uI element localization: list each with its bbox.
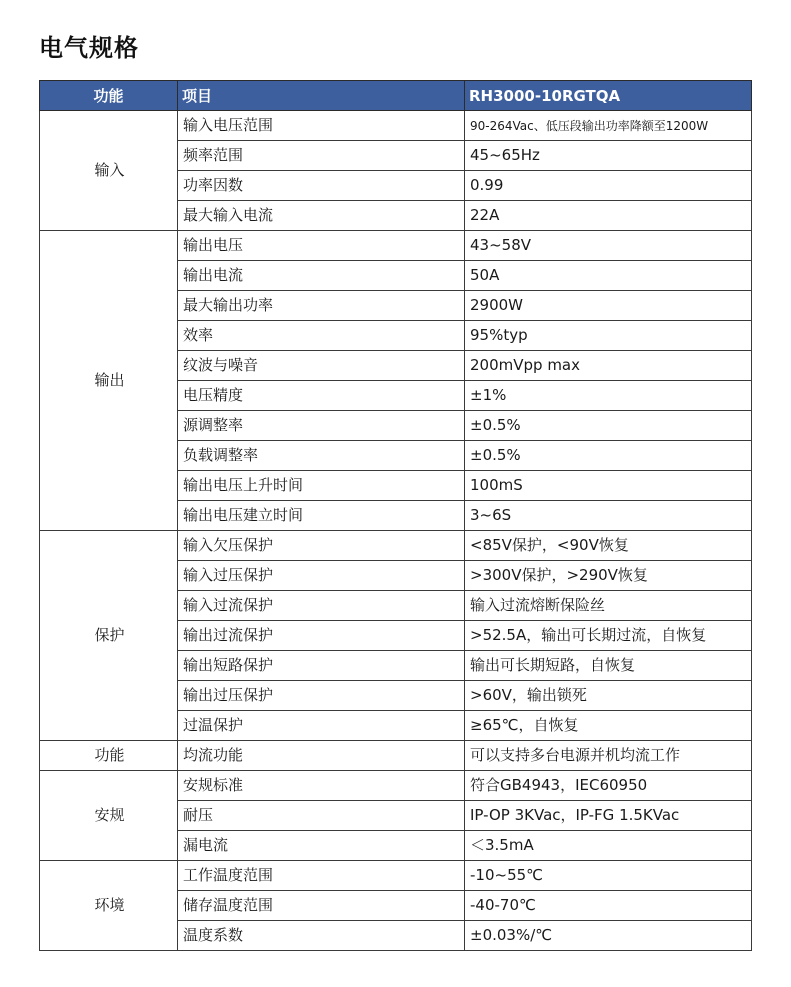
item-cell: 储存温度范围 <box>178 891 465 921</box>
value-cell: 0.99 <box>465 171 752 201</box>
item-cell: 效率 <box>178 321 465 351</box>
item-cell: 输入过压保护 <box>178 561 465 591</box>
header-model: RH3000-10RGTQA <box>465 81 752 111</box>
item-cell: 频率范围 <box>178 141 465 171</box>
table-row <box>40 771 752 801</box>
item-cell: 输入电压范围 <box>178 111 465 141</box>
item-cell: 纹波与噪音 <box>178 351 465 381</box>
value-cell: >60V，输出锁死 <box>465 681 752 711</box>
page-title: 电气规格 <box>39 34 139 62</box>
item-cell: 耐压 <box>178 801 465 831</box>
value-cell: 2900W <box>465 291 752 321</box>
item-cell: 漏电流 <box>178 831 465 861</box>
item-cell: 输出电压 <box>178 231 465 261</box>
item-cell: 最大输出功率 <box>178 291 465 321</box>
table-row <box>40 741 752 771</box>
group-input: 输入 <box>40 111 178 231</box>
value-cell: 可以支持多台电源并机均流工作 <box>465 741 752 771</box>
table-row <box>40 861 752 891</box>
value-cell: 符合GB4943，IEC60950 <box>465 771 752 801</box>
value-cell: 45~65Hz <box>465 141 752 171</box>
value-cell: IP-OP 3KVac，IP-FG 1.5KVac <box>465 801 752 831</box>
value-cell: 输入过流熔断保险丝 <box>465 591 752 621</box>
value-cell: ±1% <box>465 381 752 411</box>
item-cell: 工作温度范围 <box>178 861 465 891</box>
item-cell: 功率因数 <box>178 171 465 201</box>
item-cell: 过温保护 <box>178 711 465 741</box>
value-cell: >52.5A，输出可长期过流，自恢复 <box>465 621 752 651</box>
value-cell: -40-70℃ <box>465 891 752 921</box>
spec-body <box>40 111 752 951</box>
value-cell: 输出可长期短路，自恢复 <box>465 651 752 681</box>
group-protection: 保护 <box>40 531 178 741</box>
value-cell: ≥65℃，自恢复 <box>465 711 752 741</box>
item-cell: 输出电流 <box>178 261 465 291</box>
value-cell: -10~55℃ <box>465 861 752 891</box>
value-cell: ＜3.5mA <box>465 831 752 861</box>
item-cell: 负载调整率 <box>178 441 465 471</box>
item-cell: 最大输入电流 <box>178 201 465 231</box>
header-row <box>40 81 752 111</box>
item-cell: 源调整率 <box>178 411 465 441</box>
value-cell: 100mS <box>465 471 752 501</box>
value-cell: 200mVpp max <box>465 351 752 381</box>
group-output: 输出 <box>40 231 178 531</box>
item-cell: 输出电压上升时间 <box>178 471 465 501</box>
group-safety: 安规 <box>40 771 178 861</box>
header-item: 项目 <box>178 81 465 111</box>
value-cell: 3~6S <box>465 501 752 531</box>
value-cell: 43~58V <box>465 231 752 261</box>
value-cell: 50A <box>465 261 752 291</box>
table-row <box>40 111 752 141</box>
value-cell: 95%typ <box>465 321 752 351</box>
item-cell: 输出过流保护 <box>178 621 465 651</box>
item-cell: 电压精度 <box>178 381 465 411</box>
item-cell: 输入过流保护 <box>178 591 465 621</box>
table-row <box>40 531 752 561</box>
item-cell: 输出短路保护 <box>178 651 465 681</box>
value-cell: >300V保护，>290V恢复 <box>465 561 752 591</box>
item-cell: 输入欠压保护 <box>178 531 465 561</box>
item-cell: 均流功能 <box>178 741 465 771</box>
table-row <box>40 231 752 261</box>
group-function: 功能 <box>40 741 178 771</box>
value-cell: 22A <box>465 201 752 231</box>
value-cell: <85V保护，<90V恢复 <box>465 531 752 561</box>
value-cell: ±0.5% <box>465 441 752 471</box>
item-cell: 温度系数 <box>178 921 465 951</box>
item-cell: 安规标准 <box>178 771 465 801</box>
header-function: 功能 <box>40 81 178 111</box>
value-cell: ±0.5% <box>465 411 752 441</box>
item-cell: 输出过压保护 <box>178 681 465 711</box>
value-cell: 90-264Vac、低压段输出功率降额至1200W <box>465 111 752 141</box>
item-cell: 输出电压建立时间 <box>178 501 465 531</box>
spec-table <box>39 80 752 951</box>
group-environment: 环境 <box>40 861 178 951</box>
value-cell: ±0.03%/℃ <box>465 921 752 951</box>
